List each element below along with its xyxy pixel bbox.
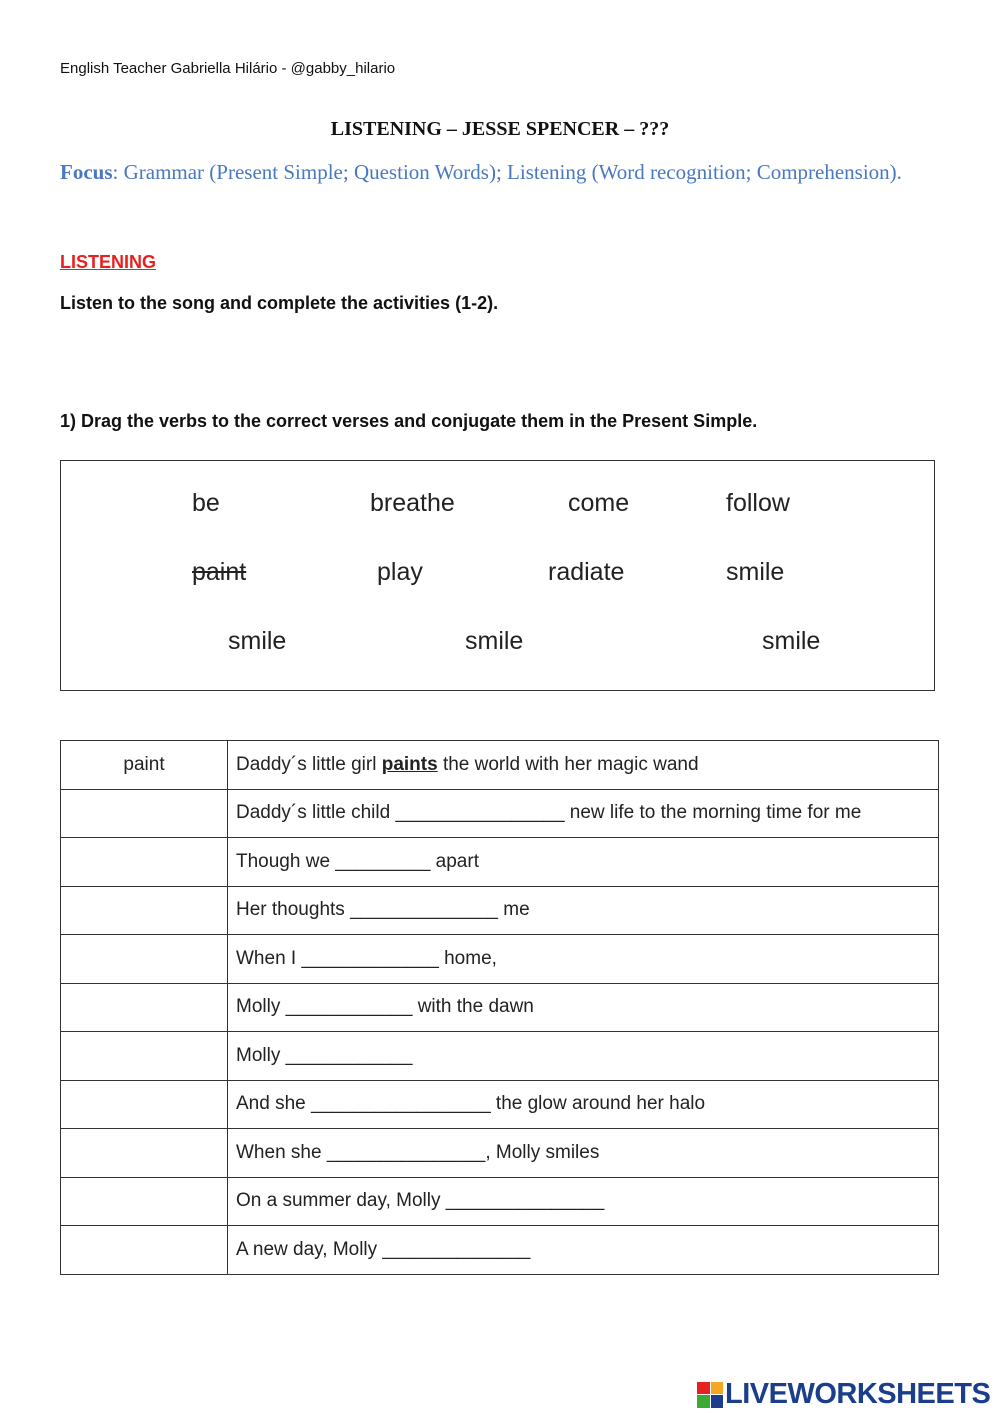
verse-cell <box>228 886 939 935</box>
focus-text <box>60 158 940 186</box>
verse-cell <box>228 1080 939 1129</box>
verse-text: Molly ____________ with the dawn <box>236 996 534 1018</box>
activity-1-title: 1) Drag the verbs to the correct verses and conjugate them in the Present Simple. <box>60 411 758 431</box>
logo-square-orange <box>711 1382 724 1395</box>
header-credit: English Teacher Gabriella Hilário - @gabby_hilario <box>60 60 396 77</box>
answer-drop-cell[interactable] <box>61 983 228 1032</box>
table-row <box>61 983 939 1032</box>
verse-cell <box>228 935 939 984</box>
word-bank-item[interactable]: come <box>568 489 630 517</box>
verse-cell <box>228 838 939 887</box>
verse-text: And she _________________ the glow around her halo <box>236 1093 706 1115</box>
word-bank <box>60 460 935 691</box>
logo-square-red <box>697 1382 710 1395</box>
answer-drop-cell[interactable] <box>61 886 228 935</box>
liveworksheets-logo-icon <box>697 1382 723 1408</box>
word-bank-item[interactable]: breathe <box>370 489 455 517</box>
verse-text: Her thoughts ______________ me <box>236 899 530 921</box>
table-row <box>61 1129 939 1178</box>
verse-text: the world with her magic wand <box>437 753 699 775</box>
verse-text: When she _______________, Molly smiles <box>236 1141 600 1163</box>
word-bank-item[interactable]: smile <box>228 627 287 655</box>
word-bank-item[interactable]: smile <box>465 627 524 655</box>
verse-text: When I _____________ home, <box>236 947 497 969</box>
table-row <box>61 1177 939 1226</box>
word-bank-item[interactable]: be <box>192 489 220 517</box>
verse-cell <box>228 1032 939 1081</box>
answer-drop-cell[interactable]: paint <box>61 741 228 790</box>
answer-drop-cell[interactable] <box>61 1177 228 1226</box>
answer-drop-cell[interactable] <box>61 789 228 838</box>
section-heading-listening: LISTENING <box>60 252 157 272</box>
focus-label: Focus <box>60 160 113 184</box>
focus-description: : Grammar (Present Simple; Question Words); Listening (Word recognition; Comprehension). <box>112 160 902 184</box>
word-bank-item[interactable]: smile <box>762 627 821 655</box>
logo-text: LIVEWORKSHEETS <box>725 1378 991 1410</box>
verse-cell <box>228 983 939 1032</box>
verse-cell <box>228 789 939 838</box>
verse-text: Daddy´s little child ________________ new life to the morning time for me <box>236 802 862 824</box>
verse-cell <box>228 1177 939 1226</box>
answer-drop-cell[interactable] <box>61 935 228 984</box>
answer-drop-cell[interactable] <box>61 838 228 887</box>
verse-cell <box>228 1129 939 1178</box>
verse-cell <box>228 741 939 790</box>
listening-instruction: Listen to the song and complete the activities (1-2). <box>60 293 499 313</box>
example-answer: paints <box>381 753 438 775</box>
word-bank-item[interactable]: smile <box>726 558 785 586</box>
page-title: LISTENING – JESSE SPENCER – ??? <box>330 118 670 140</box>
table-row <box>61 1226 939 1275</box>
answer-drop-cell[interactable] <box>61 1032 228 1081</box>
word-bank-item[interactable]: play <box>377 558 423 586</box>
word-bank-item[interactable]: radiate <box>548 558 625 586</box>
word-bank-item-used: paint <box>192 558 247 586</box>
answer-drop-cell[interactable] <box>61 1129 228 1178</box>
table-row <box>61 1032 939 1081</box>
answer-drop-cell[interactable] <box>61 1226 228 1275</box>
answer-drop-cell[interactable] <box>61 1080 228 1129</box>
verse-text: Molly ____________ <box>236 1044 413 1066</box>
table-row <box>61 838 939 887</box>
logo-square-blue <box>711 1395 724 1408</box>
verse-text: A new day, Molly ______________ <box>236 1238 531 1260</box>
verse-text: On a summer day, Molly _______________ <box>236 1190 605 1212</box>
verses-table <box>60 740 939 1275</box>
word-bank-item[interactable]: follow <box>726 489 790 517</box>
table-row <box>61 789 939 838</box>
liveworksheets-logo <box>697 1378 990 1411</box>
verse-text: Though we _________ apart <box>236 850 479 872</box>
table-row <box>61 741 939 790</box>
verse-text: Daddy´s little girl <box>236 753 382 775</box>
table-row <box>61 886 939 935</box>
logo-square-green <box>697 1395 710 1408</box>
verse-cell <box>228 1226 939 1275</box>
table-row <box>61 935 939 984</box>
table-row <box>61 1080 939 1129</box>
